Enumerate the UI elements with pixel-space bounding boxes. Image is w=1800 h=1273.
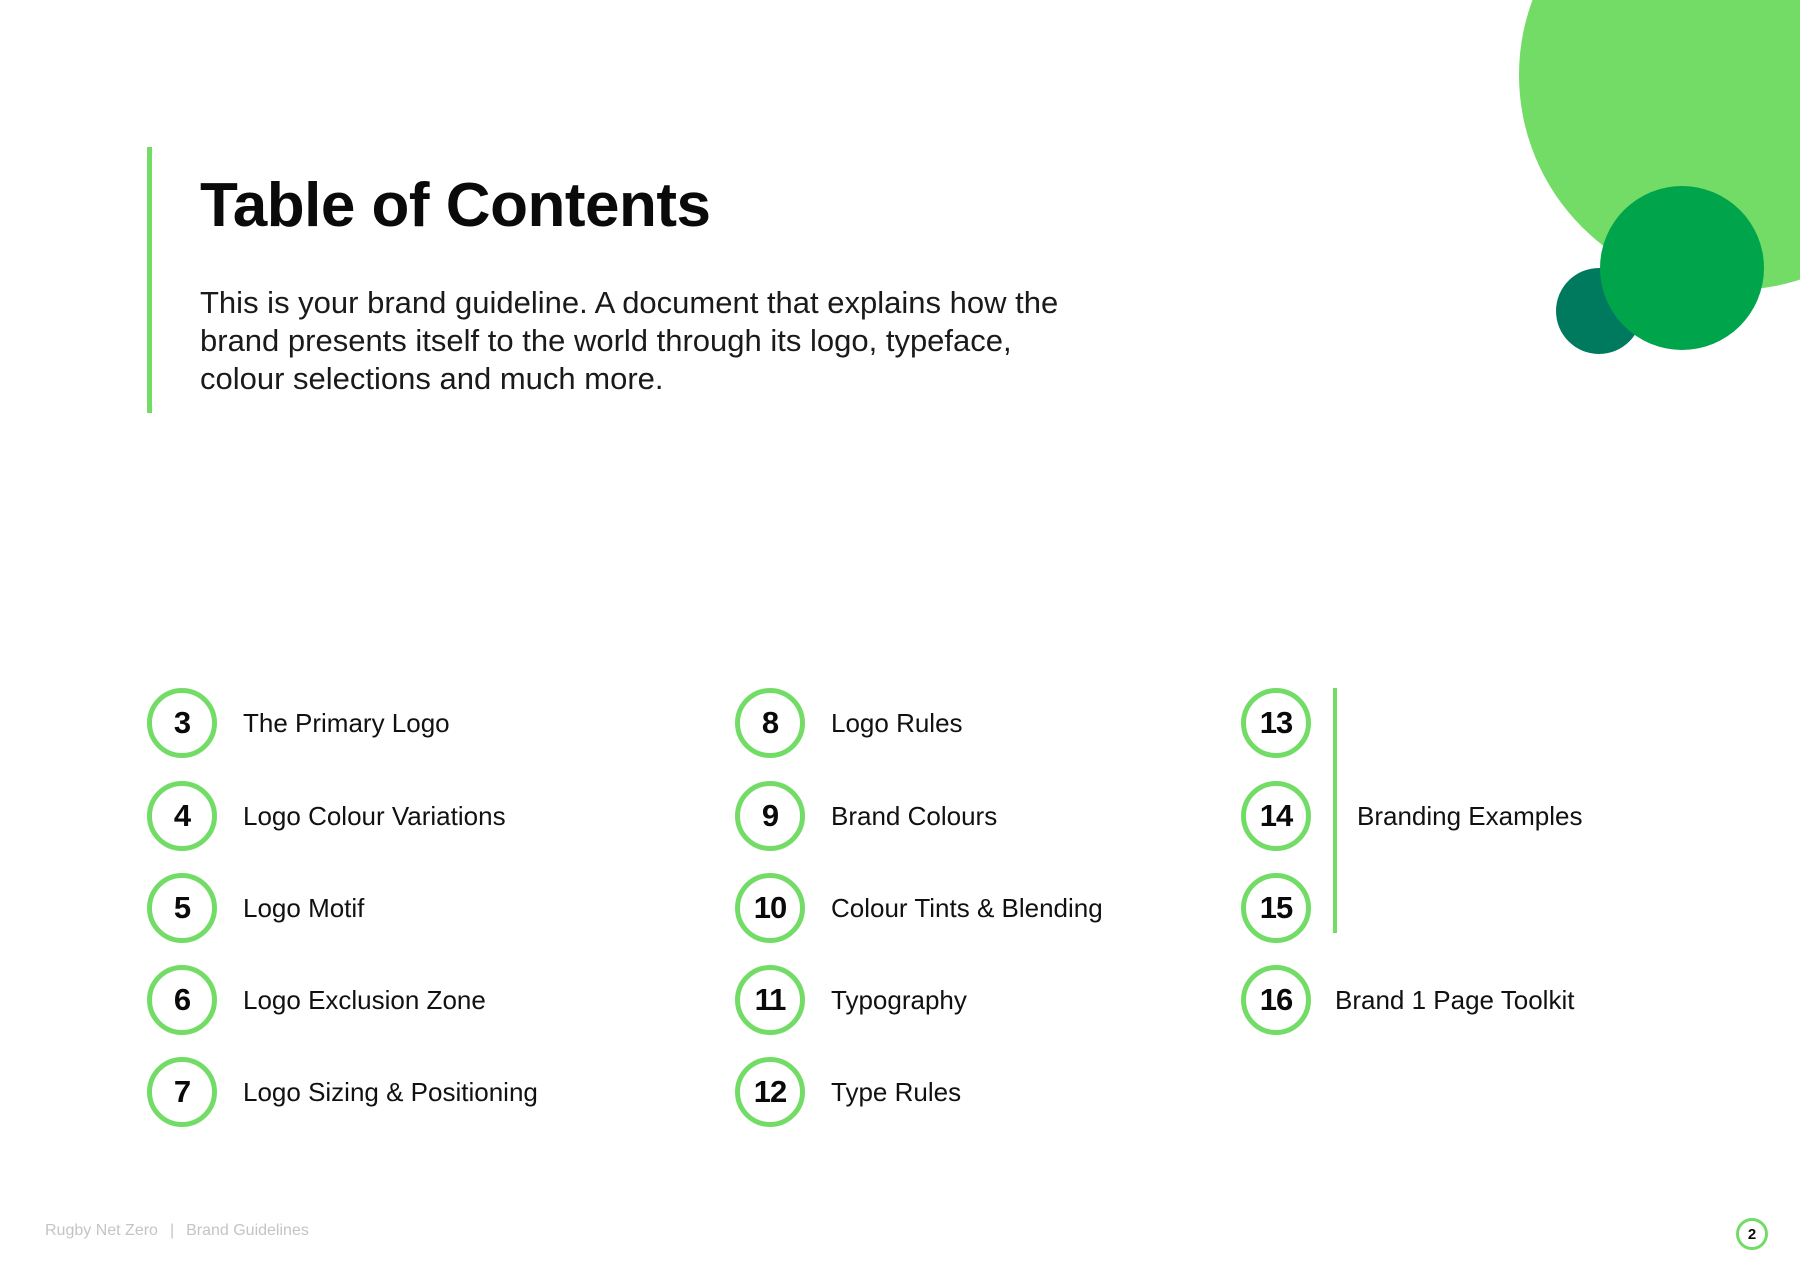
page-number-badge [1736, 1218, 1768, 1250]
page-number-circle [735, 1057, 805, 1127]
page-number-circle [735, 688, 805, 758]
page-number: 4 [173, 798, 191, 833]
intro-paragraph: This is your brand guideline. A document that explains how the brand presents itself to the world through its logo, typeface, colour selections and much more. [200, 285, 1059, 396]
page-number-circle [147, 781, 217, 851]
page-number: 12 [753, 1074, 787, 1109]
toc-entry-label: Logo Exclusion Zone [243, 984, 486, 1015]
page-number: 7 [173, 1074, 191, 1109]
toc-entry-branding-examples-15[interactable] [1241, 873, 1311, 943]
page-number-circle [735, 781, 805, 851]
page-number: 5 [173, 890, 191, 925]
page-number-circle [1241, 781, 1311, 851]
footer-separator: | [169, 1222, 175, 1239]
toc-entry-label: Logo Motif [243, 892, 365, 923]
page-number-circle [147, 688, 217, 758]
page-number: 6 [173, 982, 191, 1017]
page-number-circle [147, 873, 217, 943]
page-number: 10 [753, 890, 787, 925]
toc-entry-label: Brand 1 Page Toolkit [1335, 984, 1575, 1015]
page-number-circle [147, 1057, 217, 1127]
toc-entry-branding-examples-13[interactable] [1241, 688, 1311, 758]
page-number: 16 [1259, 982, 1293, 1017]
page-number: 15 [1259, 890, 1293, 925]
page-number-circle [1241, 965, 1311, 1035]
page-title: Table of Contents [200, 171, 711, 240]
decorative-circle-medium [1600, 186, 1764, 350]
page-number-circle [1241, 873, 1311, 943]
toc-entry-label: Type Rules [831, 1076, 962, 1107]
page-number-circle [147, 965, 217, 1035]
page-number: 11 [754, 982, 786, 1017]
page-number: 13 [1259, 705, 1293, 740]
page-number: 14 [1259, 798, 1293, 833]
page-number-circle [1241, 688, 1311, 758]
footer-brand: Rugby Net Zero [45, 1222, 158, 1239]
header-accent-rule [147, 147, 152, 413]
group-bracket-rule [1333, 688, 1337, 933]
page-number: 3 [173, 705, 191, 740]
toc-entry-branding-examples-14[interactable] [1241, 781, 1311, 851]
page-number-circle [735, 873, 805, 943]
page-number: 9 [761, 798, 779, 833]
footer [45, 1222, 309, 1240]
toc-entry-label: Brand Colours [831, 800, 998, 831]
toc-entry-label: The Primary Logo [243, 707, 450, 738]
toc-entry-label: Logo Rules [831, 707, 963, 738]
toc-group-label-branding-examples[interactable]: Branding Examples [1357, 800, 1583, 831]
footer-doc-title: Brand Guidelines [186, 1222, 309, 1239]
toc-entry-label: Logo Sizing & Positioning [243, 1076, 538, 1107]
toc-entry-label: Colour Tints & Blending [831, 892, 1103, 923]
page-number-circle [735, 965, 805, 1035]
toc-entry-label: Typography [831, 984, 967, 1015]
toc-entry-label: Logo Colour Variations [243, 800, 506, 831]
page-number: 8 [761, 705, 779, 740]
page-number-value: 2 [1747, 1225, 1757, 1243]
